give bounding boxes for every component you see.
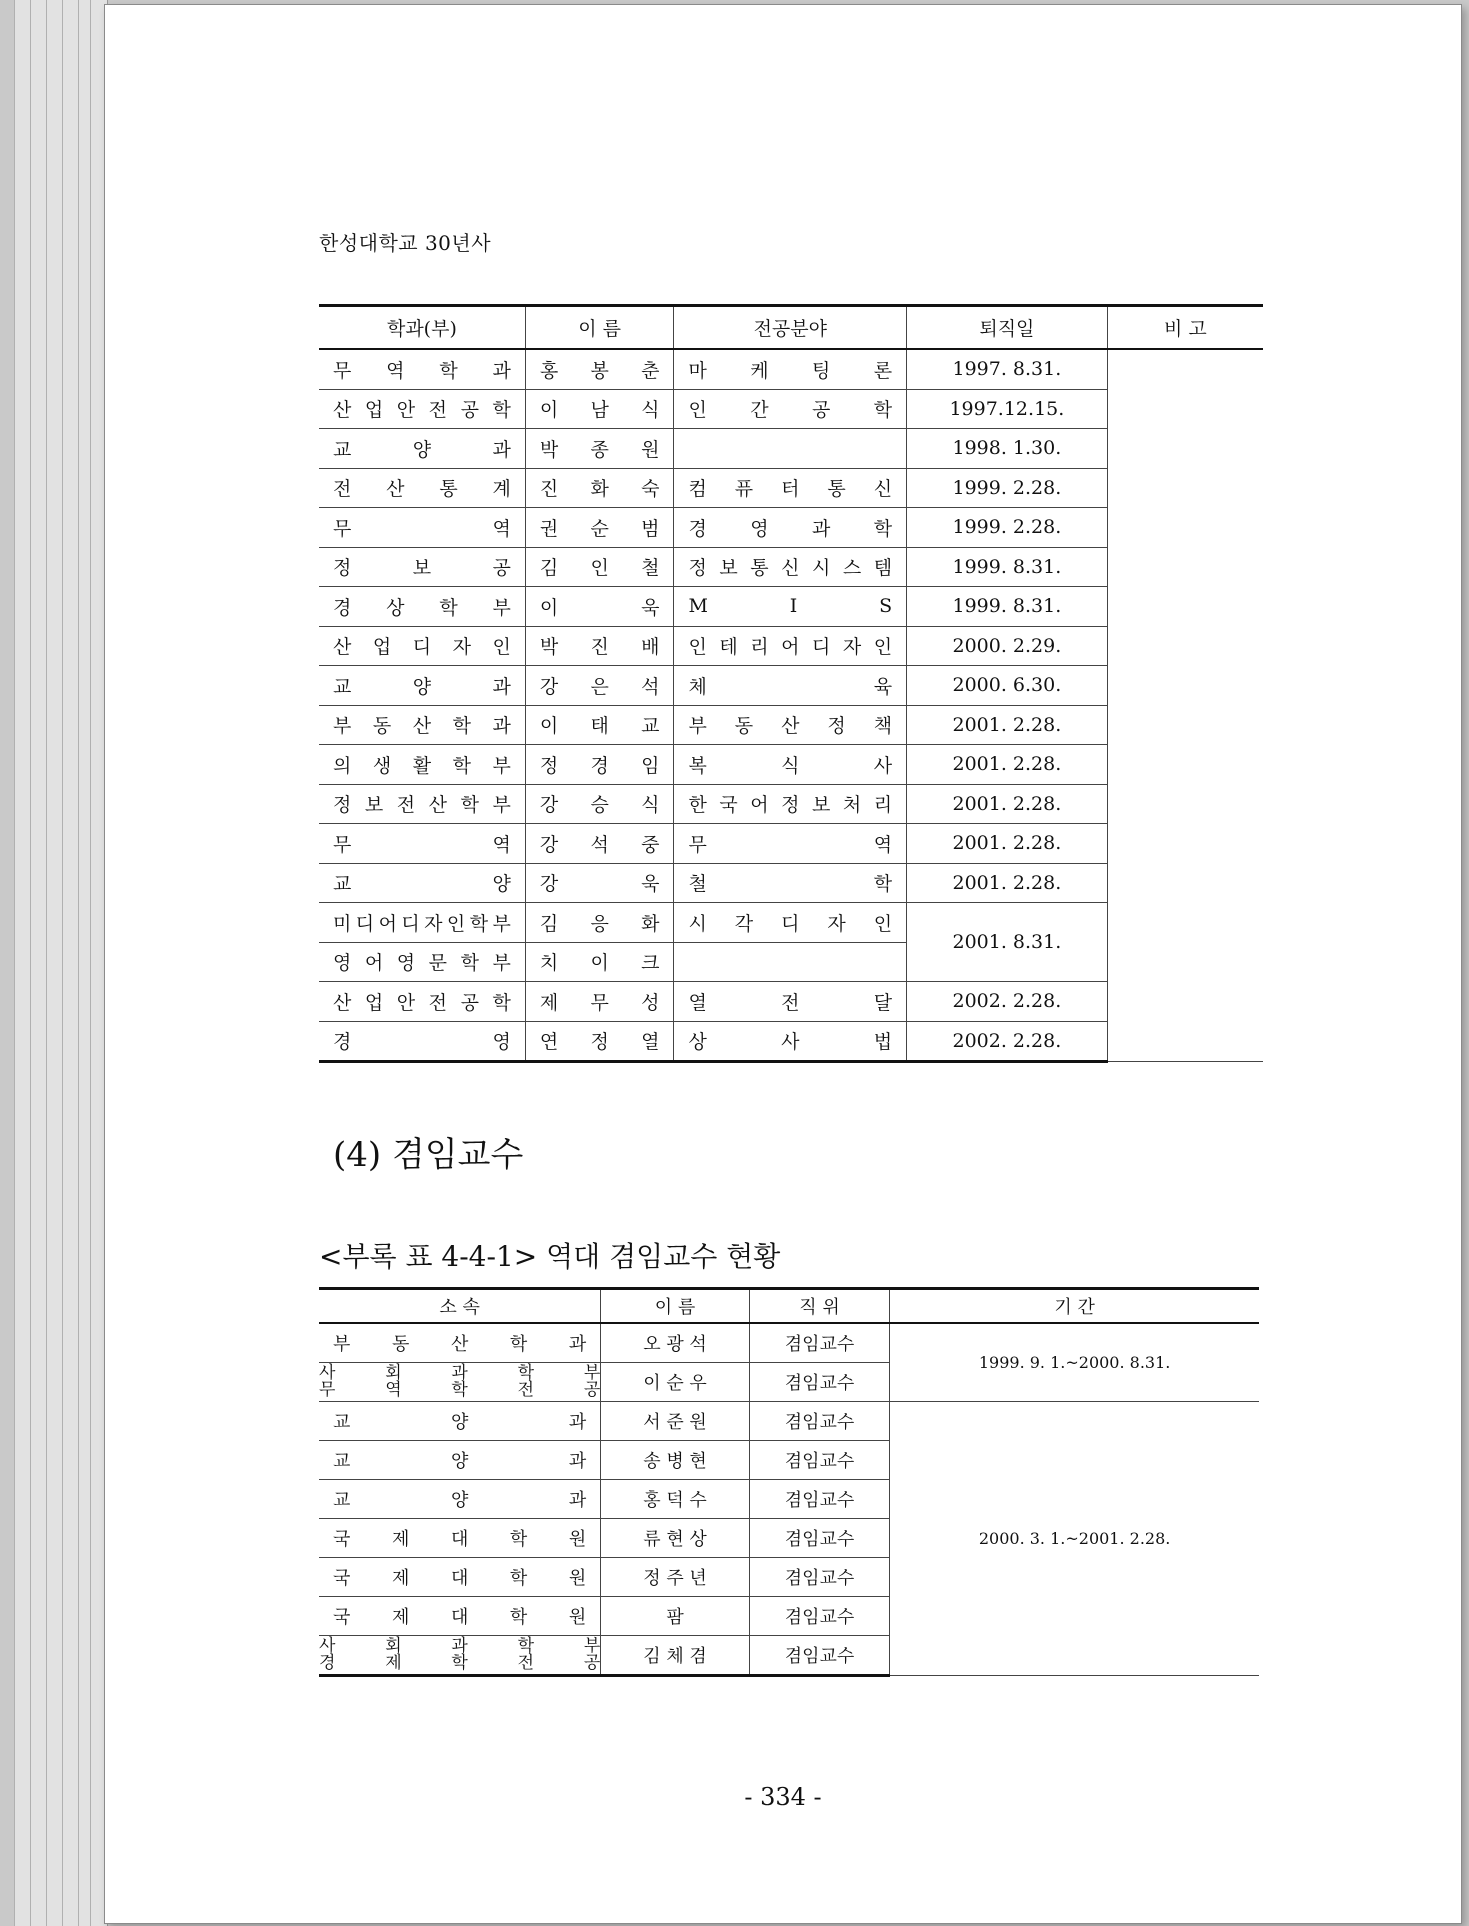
dept-cell <box>319 942 525 982</box>
date-cell <box>907 745 1108 785</box>
position-cell: 겸임교수 <box>749 1323 889 1363</box>
page-number: - 334 - <box>744 1783 822 1811</box>
name-cell <box>525 468 674 508</box>
column-header: 전공분야 <box>674 306 907 350</box>
name-cell <box>525 508 674 548</box>
dept-cell <box>319 982 525 1022</box>
dept-cell <box>319 1021 525 1062</box>
field-cell <box>674 824 907 864</box>
name-text: 정 경 임 <box>539 754 660 777</box>
field-text: 상 사 법 <box>688 1031 893 1054</box>
affiliation-cell <box>319 1636 601 1676</box>
affiliation-text: 교 양 과 <box>333 1412 587 1433</box>
position-cell: 겸임교수 <box>749 1558 889 1597</box>
table-row <box>319 1402 1259 1441</box>
date-cell <box>907 863 1108 903</box>
affiliation-text: 국 제 대 학 원 <box>333 1568 587 1589</box>
dept-text: 산 업 디 자 인 <box>333 636 511 659</box>
date-cell <box>907 508 1108 548</box>
dept-cell <box>319 784 525 824</box>
affiliation-text: 사 회 과 학 부 <box>319 1636 601 1656</box>
dept-cell <box>319 626 525 666</box>
field-cell <box>674 468 907 508</box>
date-cell <box>907 982 1108 1022</box>
name-cell <box>525 982 674 1022</box>
position-cell: 겸임교수 <box>749 1363 889 1402</box>
dept-text: 교 양 과 <box>333 675 511 698</box>
date-cell <box>907 389 1108 429</box>
dept-text: 전 산 통 계 <box>333 478 511 501</box>
column-header: 퇴직일 <box>907 306 1108 350</box>
position-cell: 겸임교수 <box>749 1597 889 1636</box>
table-row <box>319 349 1263 389</box>
date-text: 2002. 2.28. <box>952 990 1062 1013</box>
affiliation-cell <box>319 1323 601 1363</box>
date-text: 2001. 2.28. <box>952 832 1062 855</box>
name-cell <box>525 547 674 587</box>
date-cell <box>907 626 1108 666</box>
field-cell <box>674 547 907 587</box>
field-cell <box>674 429 907 469</box>
name-cell: 오 광 석 <box>601 1323 749 1363</box>
dept-text: 경 영 <box>333 1031 511 1054</box>
date-cell <box>907 547 1108 587</box>
dept-text: 무 역 <box>333 517 511 540</box>
name-cell <box>525 1021 674 1062</box>
dept-cell <box>319 587 525 627</box>
affiliation-cell <box>319 1363 601 1402</box>
dept-text: 영 어 영 문 학 부 <box>333 952 511 975</box>
dept-text: 교 양 <box>333 873 511 896</box>
name-cell <box>525 587 674 627</box>
name-cell <box>525 626 674 666</box>
column-header: 비 고 <box>1107 306 1263 350</box>
dept-text: 산 업 안 전 공 학 <box>333 991 511 1014</box>
field-text: 부 동 산 정 책 <box>688 715 893 738</box>
date-text: 1998. 1.30. <box>952 437 1062 460</box>
dept-cell <box>319 863 525 903</box>
name-cell <box>525 942 674 982</box>
affiliation-text: 교 양 과 <box>333 1451 587 1472</box>
affiliation-cell <box>319 1402 601 1441</box>
affiliation-text: 국 제 대 학 원 <box>333 1607 587 1628</box>
name-cell <box>525 389 674 429</box>
dept-cell <box>319 666 525 706</box>
field-text: 한 국 어 정 보 처 리 <box>688 794 893 817</box>
field-cell <box>674 349 907 389</box>
position-cell: 겸임교수 <box>749 1519 889 1558</box>
field-cell <box>674 942 907 982</box>
name-cell: 정 주 년 <box>601 1558 749 1597</box>
field-text: 시 각 디 자 인 <box>688 912 893 935</box>
retired-faculty-table <box>319 304 1263 1063</box>
date-text: 2001. 2.28. <box>952 871 1062 894</box>
column-header: 기 간 <box>890 1289 1259 1324</box>
dept-cell <box>319 547 525 587</box>
field-text: M I S <box>688 595 893 618</box>
field-cell <box>674 705 907 745</box>
dept-cell <box>319 389 525 429</box>
dept-text: 무 역 <box>333 833 511 856</box>
date-text: 1999. 8.31. <box>952 555 1062 578</box>
position-cell: 겸임교수 <box>749 1402 889 1441</box>
dept-text: 교 양 과 <box>333 438 511 461</box>
date-cell <box>907 429 1108 469</box>
name-cell: 서 준 원 <box>601 1402 749 1441</box>
name-text: 치 이 크 <box>539 952 660 975</box>
name-cell: 김 체 겸 <box>601 1636 749 1676</box>
name-cell <box>525 903 674 943</box>
position-cell: 겸임교수 <box>749 1441 889 1480</box>
field-text: 열 전 달 <box>688 991 893 1014</box>
field-text: 정 보 통 신 시 스 템 <box>688 557 893 580</box>
period-cell: 1999. 9. 1.~2000. 8.31. <box>890 1323 1259 1402</box>
date-cell <box>907 705 1108 745</box>
field-cell <box>674 784 907 824</box>
table-caption: <부록 표 4-4-1> 역대 겸임교수 현황 <box>319 1240 781 1273</box>
field-text: 무 역 <box>688 833 893 856</box>
date-cell <box>907 824 1108 864</box>
affiliation-cell <box>319 1519 601 1558</box>
name-text: 이 욱 <box>539 596 660 619</box>
field-cell <box>674 626 907 666</box>
affiliation-cell <box>319 1480 601 1519</box>
column-header: 소 속 <box>319 1289 601 1324</box>
field-cell <box>674 1021 907 1062</box>
name-cell: 팜 <box>601 1597 749 1636</box>
column-header: 학과(부) <box>319 306 525 350</box>
affiliation-text: 경 제 학 전 공 <box>319 1653 601 1673</box>
dept-cell <box>319 429 525 469</box>
date-text: 1997.12.15. <box>949 397 1065 420</box>
dept-text: 경 상 학 부 <box>333 596 511 619</box>
field-cell <box>674 666 907 706</box>
dept-text: 정 보 공 <box>333 557 511 580</box>
running-header: 한성대학교 30년사 <box>319 231 492 255</box>
field-text: 마 케 팅 론 <box>688 359 893 382</box>
date-text: 1999. 2.28. <box>952 516 1062 539</box>
column-header: 직 위 <box>749 1289 889 1324</box>
position-cell: 겸임교수 <box>749 1636 889 1676</box>
date-text: 2002. 2.28. <box>952 1029 1062 1052</box>
name-cell <box>525 824 674 864</box>
remarks-cell <box>1107 349 1263 1062</box>
name-text: 진 화 숙 <box>539 478 660 501</box>
table-row <box>319 1323 1259 1363</box>
table-header-row <box>319 1289 1259 1324</box>
affiliation-cell <box>319 1597 601 1636</box>
field-text: 경 영 과 학 <box>688 517 893 540</box>
name-cell <box>525 745 674 785</box>
name-text: 강 석 중 <box>539 833 660 856</box>
dept-text: 무 역 학 과 <box>333 359 511 382</box>
date-text: 2000. 2.29. <box>952 634 1062 657</box>
name-cell: 송 병 현 <box>601 1441 749 1480</box>
date-text: 1997. 8.31. <box>952 358 1062 381</box>
date-cell <box>907 903 1108 982</box>
affiliation-text: 무 역 학 전 공 <box>319 1380 601 1400</box>
dept-text: 산 업 안 전 공 학 <box>333 399 511 422</box>
field-cell <box>674 508 907 548</box>
date-text: 1999. 2.28. <box>952 476 1062 499</box>
name-text: 제 무 성 <box>539 991 660 1014</box>
name-text: 박 종 원 <box>539 438 660 461</box>
dept-cell <box>319 508 525 548</box>
date-cell <box>907 468 1108 508</box>
name-cell <box>525 863 674 903</box>
name-text: 박 진 배 <box>539 636 660 659</box>
field-cell <box>674 863 907 903</box>
dept-cell <box>319 468 525 508</box>
field-text: 컴 퓨 터 통 신 <box>688 478 893 501</box>
date-cell <box>907 784 1108 824</box>
date-text: 2001. 8.31. <box>952 931 1062 953</box>
affiliation-text: 사 회 과 학 부 <box>319 1363 601 1383</box>
affiliation-text: 교 양 과 <box>333 1490 587 1511</box>
date-cell <box>907 666 1108 706</box>
period-cell: 2000. 3. 1.~2001. 2.28. <box>890 1402 1259 1676</box>
affiliation-cell <box>319 1441 601 1480</box>
field-cell <box>674 745 907 785</box>
name-text: 이 남 식 <box>539 399 660 422</box>
dept-text: 의 생 활 학 부 <box>333 754 511 777</box>
dept-cell <box>319 903 525 943</box>
date-text: 2001. 2.28. <box>952 713 1062 736</box>
name-cell <box>525 429 674 469</box>
column-header: 이 름 <box>525 306 674 350</box>
name-cell <box>525 666 674 706</box>
name-cell: 홍 덕 수 <box>601 1480 749 1519</box>
name-cell <box>525 705 674 745</box>
document-page <box>104 4 1462 1924</box>
affiliation-text: 부 동 산 학 과 <box>333 1334 587 1355</box>
name-text: 연 정 열 <box>539 1031 660 1054</box>
name-text: 김 응 화 <box>539 912 660 935</box>
field-cell <box>674 982 907 1022</box>
dept-text: 정 보 전 산 학 부 <box>333 794 511 817</box>
adjunct-faculty-table <box>319 1287 1259 1677</box>
dept-text: 부 동 산 학 과 <box>333 715 511 738</box>
field-text: 철 학 <box>688 873 893 896</box>
date-text: 2001. 2.28. <box>952 753 1062 776</box>
date-cell <box>907 1021 1108 1062</box>
date-text: 2000. 6.30. <box>952 674 1062 697</box>
field-text: 복 식 사 <box>688 754 893 777</box>
field-cell <box>674 903 907 943</box>
name-cell <box>525 784 674 824</box>
name-cell: 류 현 상 <box>601 1519 749 1558</box>
name-text: 권 순 범 <box>539 517 660 540</box>
date-cell <box>907 587 1108 627</box>
name-text: 이 태 교 <box>539 715 660 738</box>
name-text: 강 승 식 <box>539 794 660 817</box>
field-text: 인 테 리 어 디 자 인 <box>688 636 893 659</box>
dept-cell <box>319 705 525 745</box>
position-cell: 겸임교수 <box>749 1480 889 1519</box>
date-cell <box>907 349 1108 389</box>
name-text: 홍 봉 춘 <box>539 359 660 382</box>
section-title: (4) 겸임교수 <box>333 1135 524 1175</box>
name-text: 강 은 석 <box>539 675 660 698</box>
field-cell <box>674 389 907 429</box>
date-text: 1999. 8.31. <box>952 595 1062 618</box>
field-cell <box>674 587 907 627</box>
dept-cell <box>319 349 525 389</box>
dept-cell <box>319 745 525 785</box>
name-cell <box>525 349 674 389</box>
name-text: 강 욱 <box>539 873 660 896</box>
date-text: 2001. 2.28. <box>952 792 1062 815</box>
field-text: 체 육 <box>688 675 893 698</box>
field-text: 인 간 공 학 <box>688 399 893 422</box>
name-text: 김 인 철 <box>539 557 660 580</box>
affiliation-cell <box>319 1558 601 1597</box>
affiliation-text: 국 제 대 학 원 <box>333 1529 587 1550</box>
column-header: 이 름 <box>601 1289 749 1324</box>
dept-text: 미 디 어 디 자 인 학 부 <box>333 912 511 935</box>
name-cell: 이 순 우 <box>601 1363 749 1402</box>
table-header-row <box>319 306 1263 350</box>
dept-cell <box>319 824 525 864</box>
